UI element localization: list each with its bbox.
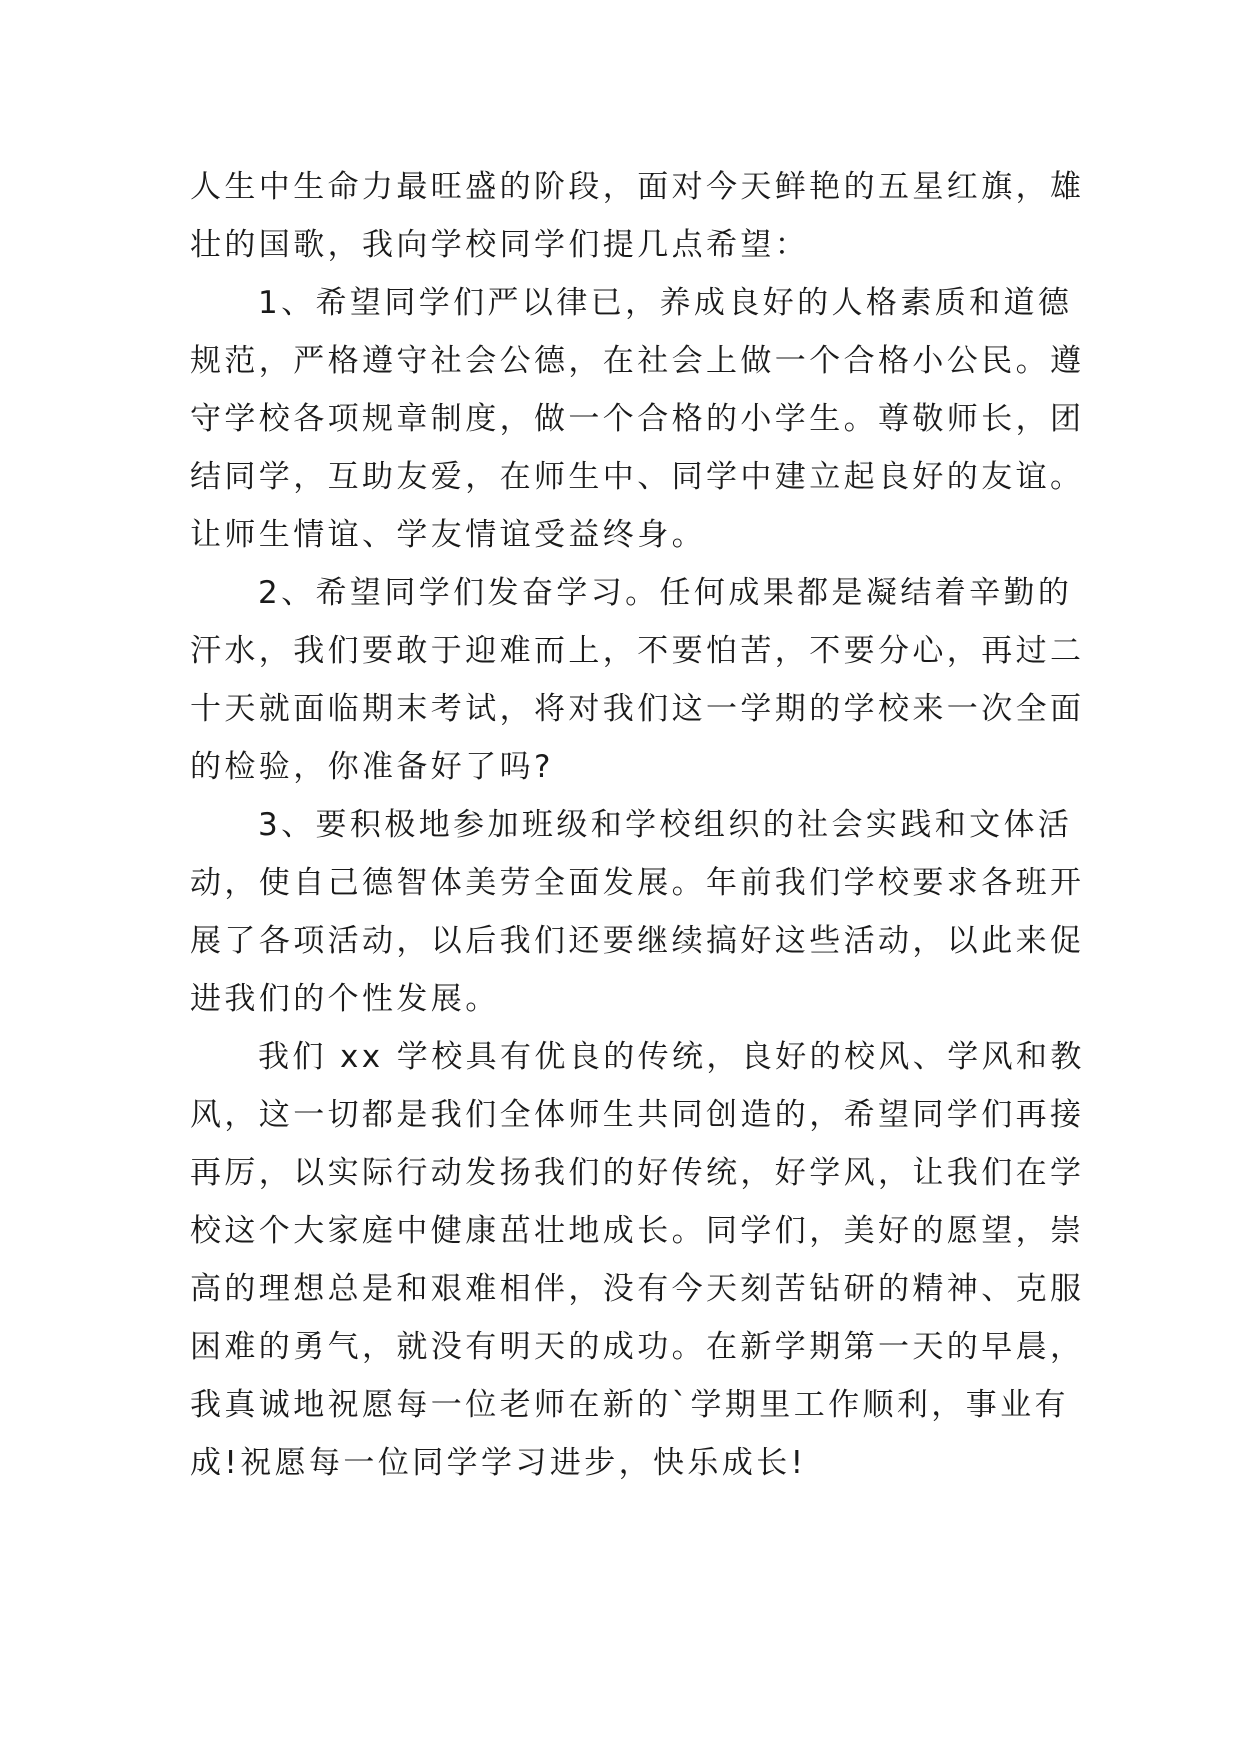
text-line: 壮的国歌，我向学校同学们提几点希望： xyxy=(190,227,810,263)
text-line: 动，使自己德智体美劳全面发展。年前我们学校要求各班开 xyxy=(190,865,1085,901)
paragraph-point-2 xyxy=(190,564,1085,796)
text-line: 进我们的个性发展。 xyxy=(190,981,500,1017)
text-line: 风，这一切都是我们全体师生共同创造的，希望同学们再接 xyxy=(190,1097,1085,1133)
text-line: 规范，严格遵守社会公德，在社会上做一个合格小公民。遵 xyxy=(190,343,1085,379)
text-line: 十天就面临期末考试，将对我们这一学期的学校来一次全面 xyxy=(190,691,1085,727)
text-line: 我真诚地祝愿每一位老师在新的`学期里工作顺利，事业有 xyxy=(190,1387,1069,1423)
text-line: 的检验，你准备好了吗? xyxy=(190,749,554,785)
text-line: 汗水，我们要敢于迎难而上，不要怕苦，不要分心，再过二 xyxy=(190,633,1085,669)
paragraph-closing xyxy=(190,1028,1085,1492)
text-line: 3、要积极地参加班级和学校组织的社会实践和文体活 xyxy=(258,807,1073,843)
text-line: 1、希望同学们严以律已，养成良好的人格素质和道德 xyxy=(258,285,1073,321)
document-body xyxy=(190,158,1085,1492)
text-line: 守学校各项规章制度，做一个合格的小学生。尊敬师长，团 xyxy=(190,401,1085,437)
text-line: 2、希望同学们发奋学习。任何成果都是凝结着辛勤的 xyxy=(258,575,1073,611)
text-line: 让师生情谊、学友情谊受益终身。 xyxy=(190,517,706,553)
text-line: 人生中生命力最旺盛的阶段，面对今天鲜艳的五星红旗，雄 xyxy=(190,169,1085,205)
text-line: 校这个大家庭中健康茁壮地成长。同学们，美好的愿望，崇 xyxy=(190,1213,1085,1249)
text-line: 我们 xx 学校具有优良的传统，良好的校风、学风和教 xyxy=(258,1039,1085,1075)
text-line: 困难的勇气，就没有明天的成功。在新学期第一天的早晨， xyxy=(190,1329,1085,1365)
paragraph-point-3 xyxy=(190,796,1085,1028)
text-line: 展了各项活动，以后我们还要继续搞好这些活动，以此来促 xyxy=(190,923,1085,959)
text-line: 成!祝愿每一位同学学习进步，快乐成长! xyxy=(190,1445,807,1481)
paragraph-intro xyxy=(190,158,1085,274)
text-line: 结同学，互助友爱，在师生中、同学中建立起良好的友谊。 xyxy=(190,459,1085,495)
text-line: 再厉，以实际行动发扬我们的好传统，好学风，让我们在学 xyxy=(190,1155,1085,1191)
paragraph-point-1 xyxy=(190,274,1085,564)
text-line: 高的理想总是和艰难相伴，没有今天刻苦钻研的精神、克服 xyxy=(190,1271,1085,1307)
